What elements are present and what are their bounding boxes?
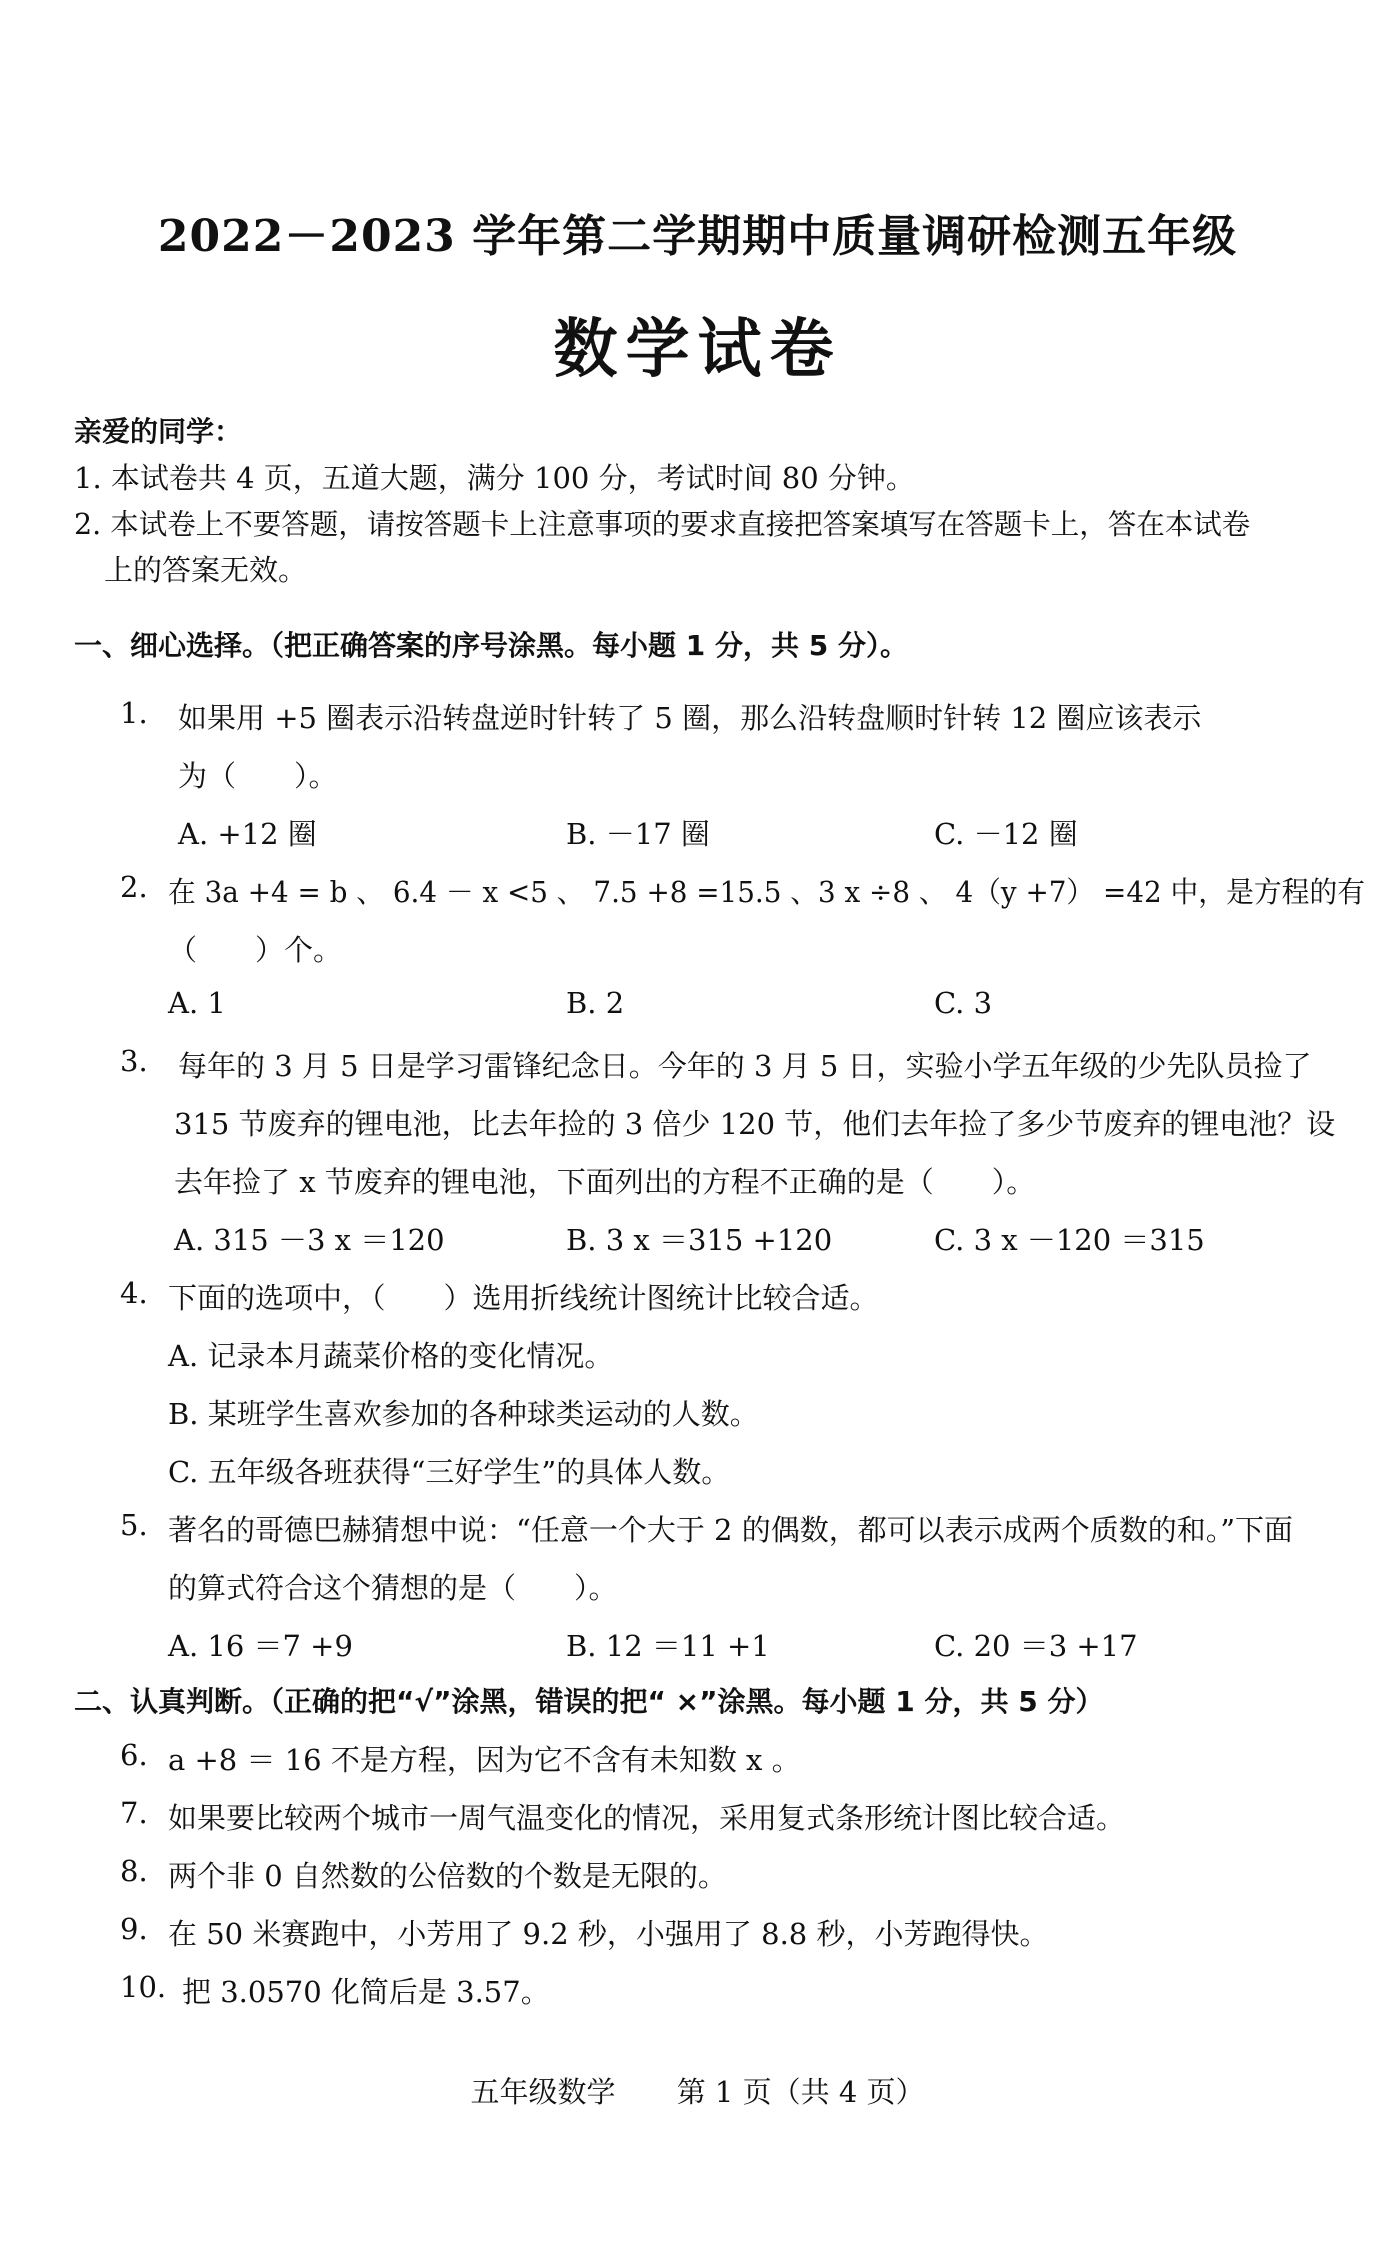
q7-text: 如果要比较两个城市一周气温变化的情况，采用复式条形统计图比较合适。 xyxy=(168,1801,1126,1835)
q1-option-a: A. +12 圈 xyxy=(178,817,317,851)
q3-option-c: C. 3 x －120 ＝315 xyxy=(934,1223,1205,1257)
q4-option-c: C. 五年级各班获得“三好学生”的具体人数。 xyxy=(168,1455,731,1489)
notice-greeting: 亲爱的同学： xyxy=(74,415,243,448)
page-footer xyxy=(0,2070,1395,2111)
exam-subtitle: 数学试卷 xyxy=(553,312,842,387)
q3-text: 每年的 3 月 5 日是学习雷锋纪念日。今年的 3 月 5 日，实验小学五年级的少先队员捡了 xyxy=(178,1049,1312,1083)
q9-text: 在 50 米赛跑中，小芳用了 9.2 秒，小强用了 8.8 秒，小芳跑得快。 xyxy=(168,1917,1049,1951)
q10-number: 10. xyxy=(120,1970,167,2004)
q5-option-b: B. 12 ＝11 +1 xyxy=(566,1629,770,1663)
q2-text-cont: （ ）个。 xyxy=(168,933,343,967)
q3-option-b: B. 3 x ＝315 +120 xyxy=(566,1223,833,1257)
q4-number: 4. xyxy=(120,1276,148,1310)
q5-option-c: C. 20 ＝3 +17 xyxy=(934,1629,1138,1663)
q8-text: 两个非 0 自然数的公倍数的个数是无限的。 xyxy=(168,1859,727,1893)
q4-text: 下面的选项中，（ ）选用折线统计图统计比较合适。 xyxy=(168,1281,879,1315)
q1-option-c: C. －12 圈 xyxy=(934,817,1078,851)
q8-number: 8. xyxy=(120,1854,148,1888)
q1-text-cont: 为（ ）。 xyxy=(178,759,338,793)
q2-option-b: B. 2 xyxy=(566,986,625,1020)
q2-number: 2. xyxy=(120,870,148,904)
q2-option-c: C. 3 xyxy=(934,986,993,1020)
q1-text: 如果用 +5 圈表示沿转盘逆时针转了 5 圈，那么沿转盘顺时针转 12 圈应该表示 xyxy=(178,701,1202,735)
q4-option-b: B. 某班学生喜欢参加的各种球类运动的人数。 xyxy=(168,1397,759,1431)
q3-number: 3. xyxy=(120,1044,148,1078)
q5-option-a: A. 16 ＝7 +9 xyxy=(168,1629,353,1663)
notice-item-2-cont: 上的答案无效。 xyxy=(104,553,308,587)
q3-text-cont-2: 去年捡了 x 节废弃的锂电池，下面列出的方程不正确的是（ ）。 xyxy=(174,1165,1036,1199)
notice-item-2: 2. 本试卷上不要答题，请按答题卡上注意事项的要求直接把答案填写在答题卡上，答在本试卷 xyxy=(74,508,1251,541)
q2-option-a: A. 1 xyxy=(168,986,226,1020)
exam-title: 2022－2023 学年第二学期期中质量调研检测五年级 xyxy=(157,211,1238,262)
q2-text: 在 3a +4 = b 、 6.4 － x <5 、 7.5 +8 =15.5 、3 x ÷8 、 4（y +7） =42 中，是方程的有 xyxy=(168,875,1366,909)
q3-option-a: A. 315 －3 x ＝120 xyxy=(174,1223,445,1257)
q1-option-b: B. －17 圈 xyxy=(566,817,710,851)
q1-number: 1. xyxy=(120,696,148,730)
q7-number: 7. xyxy=(120,1796,148,1830)
q5-number: 5. xyxy=(120,1508,148,1542)
section1-heading: 一、细心选择。（把正确答案的序号涂黑。每小题 1 分，共 5 分）。 xyxy=(74,629,908,662)
q5-text: 著名的哥德巴赫猜想中说：“任意一个大于 2 的偶数，都可以表示成两个质数的和。”下面 xyxy=(168,1513,1294,1547)
q3-text-cont-1: 315 节废弃的锂电池，比去年捡的 3 倍少 120 节，他们去年捡了多少节废弃的锂电池？设 xyxy=(174,1107,1336,1141)
q6-text: a +8 ＝ 16 不是方程，因为它不含有未知数 x 。 xyxy=(168,1743,801,1777)
q6-number: 6. xyxy=(120,1738,148,1772)
footer-page-number: 第 1 页（共 4 页） xyxy=(676,2075,925,2109)
q10-text: 把 3.0570 化简后是 3.57。 xyxy=(182,1975,550,2009)
q5-text-cont: 的算式符合这个猜想的是（ ）。 xyxy=(168,1571,618,1605)
footer-subject: 五年级数学 xyxy=(470,2075,616,2109)
notice-item-1: 1. 本试卷共 4 页，五道大题，满分 100 分，考试时间 80 分钟。 xyxy=(74,461,915,495)
section2-heading: 二、认真判断。（正确的把“√”涂黑，错误的把“ ×”涂黑。每小题 1 分，共 5 分） xyxy=(74,1685,1104,1718)
q9-number: 9. xyxy=(120,1912,148,1946)
q4-option-a: A. 记录本月蔬菜价格的变化情况。 xyxy=(168,1339,614,1373)
